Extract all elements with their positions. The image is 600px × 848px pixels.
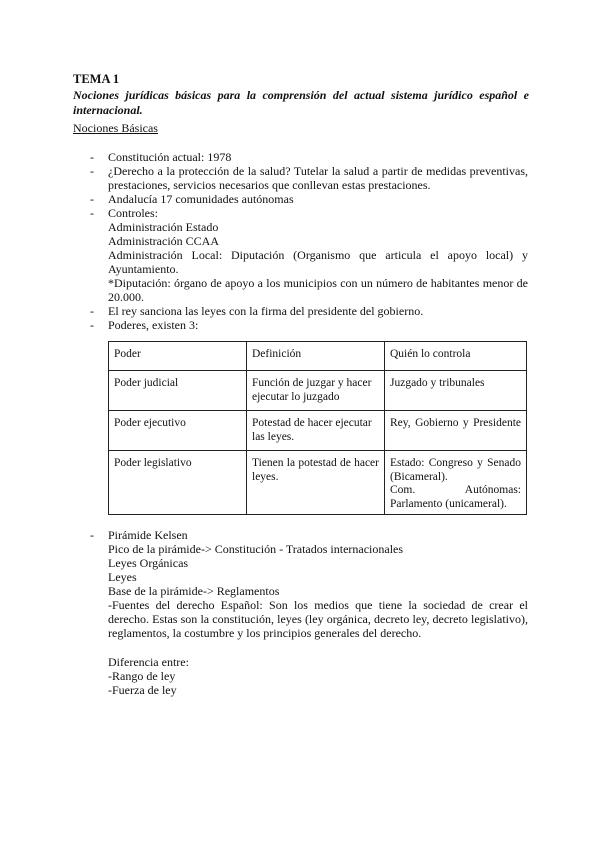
table-cell [385, 451, 527, 515]
controles-note: *Diputación: órgano de apoyo a los municipios con un número de habitantes menor de 20.000. [108, 276, 528, 305]
table-header-cell: Definición [247, 342, 385, 371]
section-heading: Nociones Básicas [73, 121, 158, 135]
bullet-marker: - [90, 304, 94, 318]
controles-line: Administración Local: Diputación (Organismo que articula el apoyo local) y Ayuntamiento. [108, 248, 528, 277]
list-item-poderes: Poderes, existen 3: [108, 318, 199, 332]
bullet-marker: - [90, 318, 94, 332]
table-cell: Poder legislativo [109, 451, 247, 515]
table-header-cell: Poder [109, 342, 247, 371]
bullet-marker: - [90, 164, 94, 178]
table-row [109, 411, 527, 451]
piramide-line: Pico de la pirámide-> Constitución - Tratados internacionales [108, 542, 404, 556]
diferencia-line: -Fuerza de ley [108, 683, 177, 697]
table-row [109, 451, 527, 515]
piramide-line: Leyes [108, 570, 137, 584]
piramide-line: Base de la pirámide-> Reglamentos [108, 584, 280, 598]
diferencia-line: -Rango de ley [108, 669, 176, 683]
table-cell: Tienen la potestad de hacer leyes. [247, 451, 385, 515]
bullet-marker: - [90, 150, 94, 164]
page-title: TEMA 1 [73, 72, 120, 86]
table-cell-text: Rey, Gobierno y Presidente [390, 417, 521, 429]
list-item-andalucia: Andalucía 17 comunidades autónomas [108, 192, 294, 206]
table-cell: Poder ejecutivo [109, 411, 247, 451]
bullet-marker: - [90, 528, 94, 542]
fuentes-paragraph: -Fuentes del derecho Español: Son los medios que tiene la sociedad de crear el derecho. Estas son la constitución, leyes (ley orgánica, decreto ley, decreto legislativo), reglamentos, la costumbre y los principios generales del derecho. [108, 598, 528, 641]
controles-line: Administración CCAA [108, 234, 219, 248]
powers-table [108, 341, 527, 515]
table-cell-text: Estado: Congreso y Senado (Bicameral). [390, 457, 521, 483]
table-cell-text: Com. Autónomas: Parlamento (unicameral). [390, 484, 521, 510]
table-header-cell: Quién lo controla [385, 342, 527, 371]
controles-line: Administración Estado [108, 220, 219, 234]
list-item-controles: Controles: [108, 206, 158, 220]
table-cell: Potestad de hacer ejecutar las leyes. [247, 411, 385, 451]
table-row [109, 371, 527, 411]
list-item-constitucion: Constitución actual: 1978 [108, 150, 232, 164]
list-item-piramide: Pirámide Kelsen [108, 528, 188, 542]
list-item-derecho-salud: ¿Derecho a la protección de la salud? Tutelar la salud a partir de medidas preventivas, prestaciones, servicios necesarios que conllevan estas prestaciones. [108, 164, 528, 193]
table-cell: Poder judicial [109, 371, 247, 411]
bullet-marker: - [90, 206, 94, 220]
table-header-row [109, 342, 527, 371]
bullet-marker: - [90, 192, 94, 206]
diferencia-line: Diferencia entre: [108, 655, 189, 669]
piramide-line: Leyes Orgánicas [108, 556, 189, 570]
table-cell: Función de juzgar y hacer ejecutar lo juzgado [247, 371, 385, 411]
table-cell: Juzgado y tribunales [385, 371, 527, 411]
table-cell [385, 411, 527, 451]
page-subtitle: Nociones jurídicas básicas para la comprensión del actual sistema jurídico español e internacional. [73, 88, 529, 117]
list-item-rey: El rey sanciona las leyes con la firma del presidente del gobierno. [108, 304, 424, 318]
